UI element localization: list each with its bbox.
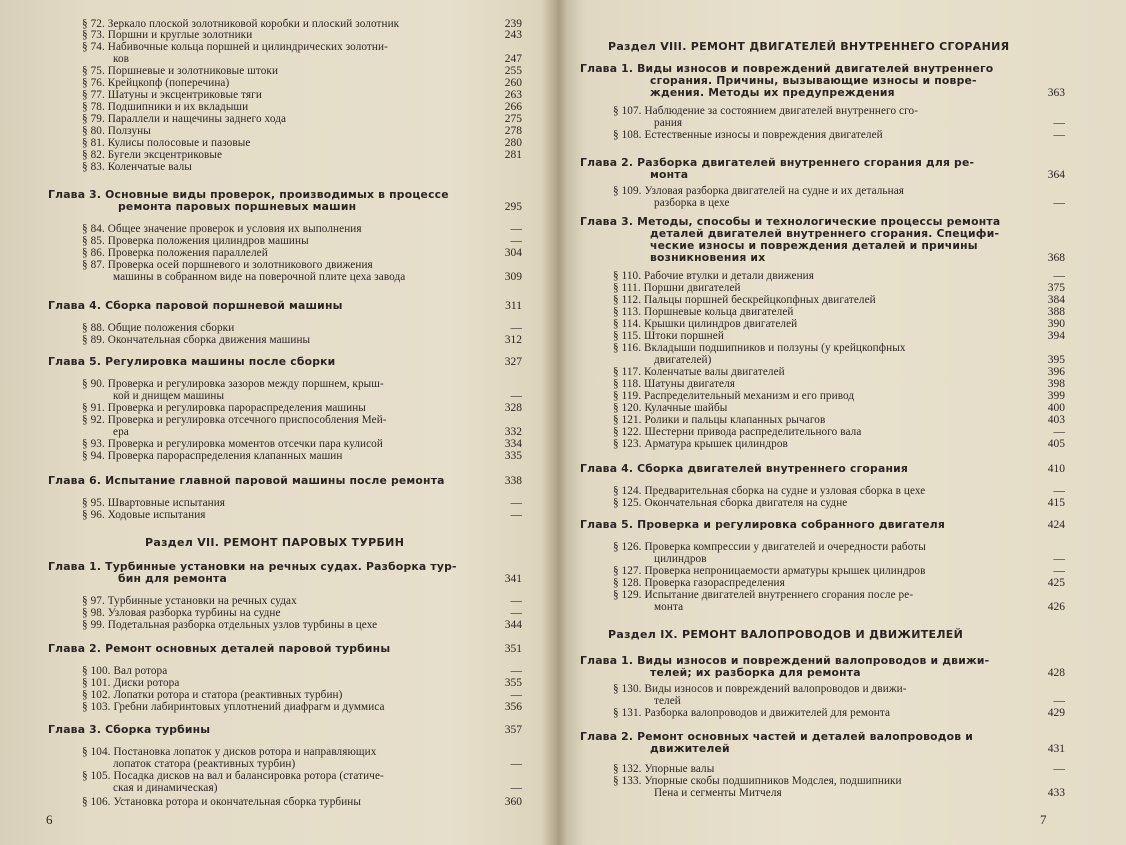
- paragraph-entry: § 105. Посадка дисков на вал и балансировка ротора (статиче-: [82, 770, 384, 782]
- page-reference: 247: [504, 53, 522, 65]
- paragraph-entry: § 130. Виды износов и повреждений валопроводов и движи-: [613, 683, 907, 695]
- paragraph-entry: цилиндров: [654, 553, 707, 565]
- chapter-entry: Глава 2. Разборка двигателей внутреннего сгорания для ре-: [580, 156, 975, 169]
- paragraph-entry: § 75. Поршневые и золотниковые штоки: [82, 65, 279, 77]
- page-reference: 341: [504, 573, 522, 585]
- page-reference: 425: [1047, 577, 1065, 589]
- chapter-entry: телей; их разборка для ремонта: [650, 666, 861, 679]
- page-reference: —: [510, 607, 522, 619]
- page-reference: 398: [1047, 378, 1065, 390]
- paragraph-entry: § 74. Набивочные кольца поршней и цилиндрических золотни-: [82, 41, 388, 53]
- paragraph-entry: § 115. Штоки поршней: [613, 330, 724, 342]
- chapter-entry: Глава 6. Испытание главной паровой машины после ремонта: [48, 474, 445, 487]
- page-reference: 332: [504, 426, 522, 438]
- paragraph-entry: § 129. Испытание двигателей внутреннего сгорания после ре-: [613, 589, 914, 601]
- paragraph-entry: рания: [654, 117, 683, 129]
- paragraph-entry: телей: [654, 695, 681, 707]
- chapter-entry: Глава 3. Основные виды проверок, производимых в процессе: [48, 188, 449, 201]
- paragraph-entry: § 86. Проверка положения параллелей: [82, 247, 268, 259]
- paragraph-entry: § 103. Гребни лабиринтовых уплотнений диафрагм и думмиса: [82, 701, 385, 713]
- paragraph-entry: § 77. Шатуны и эксцентриковые тяги: [82, 89, 262, 101]
- page-reference: —: [1053, 129, 1065, 141]
- paragraph-entry: § 133. Упорные скобы подшипников Модслея, подшипники: [613, 775, 902, 787]
- paragraph-entry: § 87. Проверка осей поршневого и золотникового движения: [82, 259, 373, 271]
- paragraph-entry: § 98. Узловая разборка турбины на судне: [82, 607, 281, 619]
- left-page-number: 6: [46, 812, 53, 827]
- paragraph-entry: § 80. Ползуны: [82, 125, 151, 137]
- page-reference: —: [510, 322, 522, 334]
- page-reference: 388: [1047, 306, 1065, 318]
- paragraph-entry: § 90. Проверка и регулировка зазоров между поршнем, крыш-: [82, 378, 384, 390]
- chapter-entry: Глава 4. Сборка двигателей внутреннего сгорания: [580, 462, 909, 475]
- right-page: [570, 0, 1090, 845]
- page-reference: 375: [1047, 282, 1065, 294]
- page-reference: —: [1053, 553, 1065, 565]
- page-reference: 328: [504, 402, 522, 414]
- page-reference: —: [1053, 197, 1065, 209]
- paragraph-entry: § 95. Швартовные испытания: [82, 497, 226, 509]
- page-reference: 428: [1047, 667, 1065, 679]
- chapter-entry: Глава 1. Турбинные установки на речных судах. Разборка тур-: [48, 560, 457, 573]
- chapter-entry: Глава 5. Регулировка машины после сборки: [48, 355, 336, 368]
- paragraph-entry: § 99. Подетальная разборка отдельных узлов турбины в цехе: [82, 619, 378, 631]
- paragraph-entry: § 118. Шатуны двигателя: [613, 378, 736, 390]
- page-reference: 360: [504, 796, 522, 808]
- chapter-entry: возникновения их: [650, 251, 766, 264]
- chapter-entry: Глава 2. Ремонт основных деталей паровой турбины: [48, 642, 391, 655]
- page-reference: 281: [504, 149, 522, 161]
- paragraph-entry: § 100. Вал ротора: [82, 665, 168, 677]
- page-reference: —: [510, 665, 522, 677]
- page-reference: 309: [504, 271, 522, 283]
- paragraph-entry: § 127. Проверка непроницаемости арматуры крышек цилиндров: [613, 565, 926, 577]
- paragraph-entry: § 121. Ролики и пальцы клапанных рычагов: [613, 414, 826, 426]
- paragraph-entry: Пена и сегменты Митчеля: [654, 787, 782, 799]
- page-reference: 357: [504, 724, 522, 736]
- page-reference: —: [1053, 565, 1065, 577]
- page-reference: —: [510, 758, 522, 770]
- paragraph-entry: § 85. Проверка положения цилиндров машины: [82, 235, 309, 247]
- paragraph-entry: § 72. Зеркало плоской золотниковой коробки и плоский золотник: [82, 18, 400, 30]
- paragraph-entry: лопаток статора (реактивных турбин): [113, 758, 296, 770]
- section-heading: Раздел VIII. РЕМОНТ ДВИГАТЕЛЕЙ ВНУТРЕННЕГО СГОРАНИЯ: [608, 40, 1010, 53]
- paragraph-entry: § 84. Общее значение проверок и условия их выполнения: [82, 223, 362, 235]
- paragraph-entry: § 73. Поршни и круглые золотники: [82, 29, 253, 41]
- page-reference: 311: [505, 300, 522, 312]
- paragraph-entry: § 110. Рабочие втулки и детали движения: [613, 270, 814, 282]
- paragraph-entry: § 116. Вкладыши подшипников и ползуны (у крейцкопфных: [613, 342, 906, 354]
- paragraph-entry: § 111. Поршни двигателей: [613, 282, 741, 294]
- paragraph-entry: § 76. Крейцкопф (поперечина): [82, 77, 230, 89]
- page-reference: 396: [1047, 366, 1065, 378]
- chapter-entry: Глава 3. Сборка турбины: [48, 723, 211, 736]
- paragraph-entry: § 113. Поршневые кольца двигателей: [613, 306, 794, 318]
- page-reference: —: [1053, 117, 1065, 129]
- paragraph-entry: § 88. Общие положения сборки: [82, 322, 235, 334]
- page-reference: 395: [1047, 354, 1065, 366]
- paragraph-entry: § 106. Установка ротора и окончательная сборка турбины: [82, 796, 362, 808]
- paragraph-entry: ков: [113, 53, 130, 65]
- page-reference: 260: [504, 77, 522, 89]
- page-reference: 431: [1047, 743, 1065, 755]
- page-reference: —: [1053, 426, 1065, 438]
- page-reference: 239: [504, 18, 522, 30]
- paragraph-entry: § 82. Бугели эксцентриковые: [82, 149, 223, 161]
- chapter-entry: деталей двигателей внутреннего сгорания. Специфи-: [650, 227, 1000, 240]
- paragraph-entry: § 89. Окончательная сборка движения машины: [82, 334, 311, 346]
- page-reference: —: [1053, 763, 1065, 775]
- page-reference: 338: [504, 475, 522, 487]
- page-reference: 390: [1047, 318, 1065, 330]
- chapter-entry: Глава 1. Виды износов и повреждений двигателей внутреннего: [580, 62, 994, 75]
- paragraph-entry: § 96. Ходовые испытания: [82, 509, 206, 521]
- page-reference: 363: [1047, 87, 1065, 99]
- paragraph-entry: § 107. Наблюдение за состоянием двигателей внутреннего сго-: [613, 105, 919, 117]
- paragraph-entry: § 125. Окончательная сборка двигателя на судне: [613, 497, 848, 509]
- paragraph-entry: § 92. Проверка и регулировка отсечного приспособления Мей-: [82, 414, 387, 426]
- chapter-entry: сгорания. Причины, вызывающие износы и повре-: [650, 74, 977, 87]
- page-reference: 304: [504, 247, 522, 259]
- chapter-entry: Глава 1. Виды износов и повреждений валопроводов и движи-: [580, 654, 990, 667]
- page-reference: 415: [1047, 497, 1065, 509]
- page-reference: 399: [1047, 390, 1065, 402]
- page-reference: 278: [504, 125, 522, 137]
- paragraph-entry: § 119. Распределительный механизм и его привод: [613, 390, 855, 402]
- page-reference: 394: [1047, 330, 1065, 342]
- page-reference: —: [510, 689, 522, 701]
- page-reference: 410: [1047, 463, 1065, 475]
- section-heading: Раздел VII. РЕМОНТ ПАРОВЫХ ТУРБИН: [145, 536, 405, 549]
- paragraph-entry: § 123. Арматура крышек цилиндров: [613, 438, 788, 450]
- page-reference: 368: [1047, 252, 1065, 264]
- paragraph-entry: § 112. Пальцы поршней бескрейцкопфных двигателей: [613, 294, 876, 306]
- section-heading: Раздел IX. РЕМОНТ ВАЛОПРОВОДОВ И ДВИЖИТЕЛЕЙ: [608, 628, 964, 641]
- paragraph-entry: двигателей): [654, 354, 712, 366]
- page-reference: —: [510, 223, 522, 235]
- paragraph-entry: § 131. Разборка валопроводов и движителей для ремонта: [613, 707, 891, 719]
- chapter-entry: ремонта паровых поршневых машин: [118, 200, 357, 213]
- page-reference: 429: [1047, 707, 1065, 719]
- chapter-entry: движителей: [650, 742, 730, 755]
- page-reference: —: [510, 782, 522, 794]
- page-reference: 295: [504, 201, 522, 213]
- page-reference: 335: [504, 450, 522, 462]
- paragraph-entry: § 124. Предварительная сборка на судне и узловая сборка в цехе: [613, 485, 926, 497]
- page-reference: —: [1053, 485, 1065, 497]
- paragraph-entry: § 83. Коленчатые валы: [82, 161, 192, 173]
- paragraph-entry: § 122. Шестерни привода распределительного вала: [613, 426, 862, 438]
- chapter-entry: бин для ремонта: [118, 572, 227, 585]
- chapter-entry: Глава 5. Проверка и регулировка собранного двигателя: [580, 518, 946, 531]
- page-reference: 433: [1047, 787, 1065, 799]
- page-reference: 351: [504, 643, 522, 655]
- page-reference: 280: [504, 137, 522, 149]
- left-page: [40, 0, 535, 845]
- paragraph-entry: § 91. Проверка и регулировка парораспределения машины: [82, 402, 366, 414]
- page-reference: —: [510, 390, 522, 402]
- paragraph-entry: § 104. Постановка лопаток у дисков ротора и направляющих: [82, 746, 377, 758]
- chapter-entry: Глава 3. Методы, способы и технологические процессы ремонта: [580, 215, 1001, 228]
- page-reference: 275: [504, 113, 522, 125]
- page-reference: —: [1053, 270, 1065, 282]
- paragraph-entry: § 120. Кулачные шайбы: [613, 402, 728, 414]
- page-reference: 426: [1047, 601, 1065, 613]
- paragraph-entry: § 81. Кулисы полосовые и пазовые: [82, 137, 251, 149]
- paragraph-entry: ера: [113, 426, 129, 438]
- chapter-entry: ждения. Методы их предупреждения: [650, 86, 895, 99]
- page-reference: —: [1053, 695, 1065, 707]
- chapter-entry: монта: [650, 168, 689, 181]
- page-reference: —: [510, 509, 522, 521]
- paragraph-entry: § 101. Диски ротора: [82, 677, 180, 689]
- page-reference: 364: [1047, 169, 1065, 181]
- paragraph-entry: § 93. Проверка и регулировка моментов отсечки пара кулисой: [82, 438, 383, 450]
- paragraph-entry: монта: [654, 601, 684, 613]
- paragraph-entry: § 114. Крышки цилиндров двигателей: [613, 318, 798, 330]
- paragraph-entry: § 79. Параллели и нащечины заднего хода: [82, 113, 287, 125]
- paragraph-entry: кой и днищем машины: [113, 390, 225, 402]
- page-reference: —: [510, 595, 522, 607]
- paragraph-entry: ская и динамическая): [113, 782, 218, 794]
- page-reference: 356: [504, 701, 522, 713]
- right-page-number: 7: [1040, 812, 1047, 827]
- page-reference: —: [510, 497, 522, 509]
- paragraph-entry: § 102. Лопатки ротора и статора (реактивных турбин): [82, 689, 343, 701]
- page-reference: 263: [504, 89, 522, 101]
- page-reference: 344: [504, 619, 522, 631]
- page-reference: —: [510, 235, 522, 247]
- paragraph-entry: § 117. Коленчатые валы двигателей: [613, 366, 785, 378]
- page-reference: 405: [1047, 438, 1065, 450]
- paragraph-entry: § 126. Проверка компрессии у двигателей и очередности работы: [613, 541, 926, 553]
- chapter-entry: ческие износы и повреждения деталей и причины: [650, 239, 978, 252]
- paragraph-entry: § 97. Турбинные установки на речных судах: [82, 595, 297, 607]
- page-reference: 327: [504, 356, 522, 368]
- page-reference: 255: [504, 65, 522, 77]
- chapter-entry: Глава 2. Ремонт основных частей и деталей валопроводов и: [580, 730, 974, 743]
- paragraph-entry: § 109. Узловая разборка двигателей на судне и их детальная: [613, 185, 905, 197]
- paragraph-entry: § 108. Естественные износы и повреждения двигателей: [613, 129, 883, 141]
- page-reference: 334: [504, 438, 522, 450]
- page-reference: 400: [1047, 402, 1065, 414]
- paragraph-entry: § 78. Подшипники и их вкладыши: [82, 101, 249, 113]
- page-reference: 355: [504, 677, 522, 689]
- paragraph-entry: машины в собранном виде на поверочной плите цеха завода: [113, 271, 406, 283]
- page-reference: 403: [1047, 414, 1065, 426]
- paragraph-entry: § 94. Проверка парораспределения клапанных машин: [82, 450, 343, 462]
- paragraph-entry: разборка в цехе: [654, 197, 730, 209]
- paragraph-entry: § 128. Проверка газораспределения: [613, 577, 785, 589]
- page-reference: 243: [504, 29, 522, 41]
- chapter-entry: Глава 4. Сборка паровой поршневой машины: [48, 299, 343, 312]
- page-reference: 266: [504, 101, 522, 113]
- page-reference: 312: [504, 334, 522, 346]
- page-reference: 384: [1047, 294, 1065, 306]
- paragraph-entry: § 132. Упорные валы: [613, 763, 715, 775]
- page-reference: 424: [1047, 519, 1065, 531]
